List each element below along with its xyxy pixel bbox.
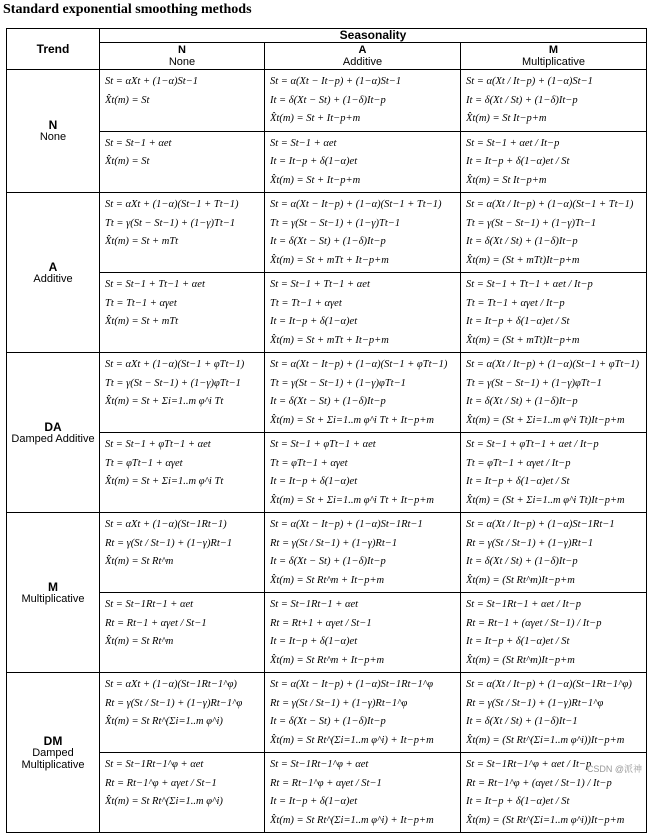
equation: It = It−p + δ(1−α)et / St xyxy=(466,636,570,647)
formula-cell xyxy=(461,513,647,593)
formula-cell xyxy=(265,593,461,673)
equation: Tt = φTt−1 + αγet xyxy=(105,457,183,469)
formula-cell xyxy=(265,273,461,353)
equation: It = δ(Xt / St) + (1−δ)It−1 xyxy=(466,716,578,727)
trend-name: Damped Multiplicative xyxy=(21,746,85,771)
equation: It = δ(Xt / St) + (1−δ)It−p xyxy=(466,236,578,247)
formula-cell xyxy=(461,70,647,132)
equation: St = St−1 + φTt−1 + αet / It−p xyxy=(466,439,599,450)
equation: Tt = γ(St − St−1) + (1−γ)Tt−1 xyxy=(466,217,597,229)
equation: St = St−1Rt−1^φ + αet xyxy=(270,759,369,770)
equation: Tt = Tt−1 + αγet xyxy=(105,297,177,309)
equation: It = δ(Xt − St) + (1−δ)It−p xyxy=(270,556,386,567)
equation: St = St−1Rt−1^φ + αet / It−p xyxy=(466,759,592,770)
equation: X̂t(m) = St It−p+m xyxy=(466,113,547,124)
equation: It = It−p + δ(1−α)et xyxy=(270,316,358,327)
equation: It = It−p + δ(1−α)et xyxy=(270,796,358,807)
equation: It = It−p + δ(1−α)et / St xyxy=(466,156,570,167)
formula-cell xyxy=(461,433,647,513)
formula-cell xyxy=(265,70,461,132)
equation: X̂t(m) = St Rt^(Σi=1..m φ^i) xyxy=(105,716,223,727)
equation: Tt = γ(St − St−1) + (1−γ)φTt−1 xyxy=(105,377,241,389)
table-row xyxy=(7,353,647,433)
formula-cell xyxy=(461,353,647,433)
trend-code: M xyxy=(48,579,58,594)
equation: St = St−1 + Tt−1 + αet xyxy=(270,279,370,290)
equation: X̂t(m) = (St + mTt)It−p+m xyxy=(466,334,580,346)
trend-name: Damped Additive xyxy=(11,432,95,445)
trend-name: Multiplicative xyxy=(21,592,85,605)
equation: X̂t(m) = (St Rt^(Σi=1..m φ^i))It−p+m xyxy=(466,814,625,826)
watermark: CSDN @派神 xyxy=(586,764,642,774)
formula-cell xyxy=(100,593,265,673)
formula-cell xyxy=(461,273,647,353)
equation: St = αXt + (1−α)St−1 xyxy=(105,76,199,87)
equation: St = α(Xt / It−p) + (1−α)(St−1 + Tt−1) xyxy=(466,199,634,210)
formula-cell xyxy=(461,673,647,753)
equation: It = δ(Xt − St) + (1−δ)It−p xyxy=(270,716,386,727)
formula-cell xyxy=(100,433,265,513)
column-header-none: N None xyxy=(100,43,265,70)
equation: St = αXt + (1−α)(St−1Rt−1^φ) xyxy=(105,679,237,690)
trend-dm xyxy=(7,673,100,833)
formula-cell xyxy=(265,753,461,833)
equation: X̂t(m) = St + Σi=1..m φ^i Tt xyxy=(105,396,224,407)
equation: Rt = γ(St / St−1) + (1−γ)Rt−1^φ xyxy=(105,697,243,709)
equation: X̂t(m) = (St + mTt)It−p+m xyxy=(466,254,580,266)
equation: It = It−p + δ(1−α)et / St xyxy=(466,796,570,807)
exponential-smoothing-table xyxy=(6,28,647,833)
equation: Rt = γ(St / St−1) + (1−γ)Rt−1^φ xyxy=(466,697,604,709)
equation: X̂t(m) = St Rt^(Σi=1..m φ^i) + It−p+m xyxy=(270,734,434,746)
equation: St = α(Xt − It−p) + (1−α)St−1Rt−1 xyxy=(270,519,423,530)
formula-cell xyxy=(461,193,647,273)
formula-cell xyxy=(461,131,647,193)
equation: X̂t(m) = (St Rt^(Σi=1..m φ^i))It−p+m xyxy=(466,734,625,746)
formula-cell xyxy=(265,193,461,273)
trend-da xyxy=(7,353,100,513)
equation: X̂t(m) = St Rt^m xyxy=(105,636,174,647)
equation: Tt = φTt−1 + αγet xyxy=(270,457,348,469)
equation: X̂t(m) = St Rt^m + It−p+m xyxy=(270,574,385,586)
equation: X̂t(m) = (St + Σi=1..m φ^i Tt)It−p+m xyxy=(466,494,625,506)
equation: St = St−1Rt−1 + αet xyxy=(105,599,194,610)
equation: X̂t(m) = (St Rt^m)It−p+m xyxy=(466,654,575,666)
equation: St = α(Xt − It−p) + (1−α)(St−1 + Tt−1) xyxy=(270,199,442,210)
equation: X̂t(m) = (St + Σi=1..m φ^i Tt)It−p+m xyxy=(466,414,625,426)
equation: Rt = γ(St / St−1) + (1−γ)Rt−1 xyxy=(105,537,233,549)
table-row xyxy=(7,753,647,833)
trend-a xyxy=(7,193,100,353)
equation: Rt = Rt−1^φ + (αγet / St−1) / It−p xyxy=(466,777,612,789)
equation: It = It−p + δ(1−α)et / St xyxy=(466,316,570,327)
formula-cell xyxy=(100,353,265,433)
equation: Rt = γ(St / St−1) + (1−γ)Rt−1 xyxy=(466,537,594,549)
page-title: Standard exponential smoothing methods xyxy=(3,2,252,17)
equation: St = α(Xt / It−p) + (1−α)St−1 xyxy=(466,76,593,87)
trend-n xyxy=(7,70,100,193)
equation: Rt = Rt−1^φ + αγet / St−1 xyxy=(270,777,382,789)
equation: Rt = γ(St / St−1) + (1−γ)Rt−1^φ xyxy=(270,697,408,709)
equation: St = St−1 + φTt−1 + αet xyxy=(105,439,211,450)
equation: Tt = φTt−1 + αγet / It−p xyxy=(466,457,571,469)
table-row xyxy=(7,433,647,513)
formula-cell xyxy=(461,593,647,673)
formula-cell xyxy=(100,273,265,353)
equation: X̂t(m) = St + It−p+m xyxy=(270,113,361,124)
equation: Tt = γ(St − St−1) + (1−γ)φTt−1 xyxy=(466,377,602,389)
equation: St = St−1 + Tt−1 + αet xyxy=(105,279,205,290)
equation: St = α(Xt − It−p) + (1−α)St−1Rt−1^φ xyxy=(270,679,434,690)
equation: St = St−1Rt−1 + αet / It−p xyxy=(466,599,582,610)
formula-cell xyxy=(100,513,265,593)
equation: X̂t(m) = (St Rt^m)It−p+m xyxy=(466,574,575,586)
equation: St = α(Xt / It−p) + (1−α)(St−1 + φTt−1) xyxy=(466,359,640,370)
equation: Tt = Tt−1 + αγet / It−p xyxy=(466,297,565,309)
equation: Rt = Rt−1^φ + αγet / St−1 xyxy=(105,777,217,789)
formula-cell xyxy=(265,433,461,513)
equation: Tt = γ(St − St−1) + (1−γ)Tt−1 xyxy=(270,217,401,229)
equation: St = α(Xt − It−p) + (1−α)St−1 xyxy=(270,76,402,87)
equation: Tt = γ(St − St−1) + (1−γ)φTt−1 xyxy=(270,377,406,389)
table-row xyxy=(7,593,647,673)
equation: St = α(Xt / It−p) + (1−α)St−1Rt−1 xyxy=(466,519,615,530)
column-header-additive: A Additive xyxy=(265,43,461,70)
equation: X̂t(m) = St It−p+m xyxy=(466,174,547,186)
equation: It = δ(Xt − St) + (1−δ)It−p xyxy=(270,94,386,106)
trend-name: Additive xyxy=(33,272,73,285)
equation: It = It−p + δ(1−α)et xyxy=(270,636,358,647)
formula-cell xyxy=(100,193,265,273)
table-row xyxy=(7,131,647,193)
equation: X̂t(m) = St + Σi=1..m φ^i Tt xyxy=(105,476,224,487)
equation: X̂t(m) = St + mTt xyxy=(105,316,179,327)
equation: Tt = γ(St − St−1) + (1−γ)Tt−1 xyxy=(105,217,236,229)
equation: St = St−1 + Tt−1 + αet / It−p xyxy=(466,279,593,290)
table-row xyxy=(7,70,647,132)
equation: It = δ(Xt − St) + (1−δ)It−p xyxy=(270,236,386,247)
formula-cell xyxy=(100,131,265,193)
equation: It = δ(Xt / St) + (1−δ)It−p xyxy=(466,94,578,106)
trend-name: None xyxy=(39,131,67,143)
formula-cell xyxy=(265,673,461,753)
equation: X̂t(m) = St + mTt xyxy=(105,236,179,247)
table-row xyxy=(7,273,647,353)
equation: X̂t(m) = St + Σi=1..m φ^i Tt + It−p+m xyxy=(270,414,434,426)
table-row xyxy=(7,513,647,593)
equation: X̂t(m) = St + mTt + It−p+m xyxy=(270,254,389,266)
equation: St = α(Xt − It−p) + (1−α)(St−1 + φTt−1) xyxy=(270,359,448,370)
trend-code: DA xyxy=(44,419,62,434)
trend-code: DM xyxy=(43,733,63,748)
formula-cell xyxy=(100,673,265,753)
equation: St = St−1 + αet xyxy=(105,137,172,149)
equation: It = It−p + δ(1−α)et xyxy=(270,476,358,487)
equation: X̂t(m) = St Rt^(Σi=1..m φ^i) xyxy=(105,796,223,807)
equation: X̂t(m) = St + It−p+m xyxy=(270,174,361,186)
equation: Rt = Rt−1 + (αγet / St−1) / It−p xyxy=(466,617,602,629)
formula-cell xyxy=(100,70,265,132)
table-row xyxy=(7,193,647,273)
equation: X̂t(m) = St + mTt + It−p+m xyxy=(270,334,389,346)
equation: It = δ(Xt / St) + (1−δ)It−p xyxy=(466,556,578,567)
equation: It = δ(Xt − St) + (1−δ)It−p xyxy=(270,396,386,407)
column-header-multiplicative: M Multiplicative xyxy=(461,43,647,70)
seasonality-header: Seasonality xyxy=(100,29,647,43)
equation: Rt = Rt+1 + αγet / St−1 xyxy=(270,617,372,629)
formula-cell xyxy=(100,753,265,833)
equation: Tt = Tt−1 + αγet xyxy=(270,297,342,309)
trend-m xyxy=(7,513,100,673)
equation: St = St−1 + φTt−1 + αet xyxy=(270,439,376,450)
trend-code: A xyxy=(48,259,58,274)
table-row xyxy=(7,673,647,753)
equation: X̂t(m) = St Rt^m + It−p+m xyxy=(270,654,385,666)
equation: It = δ(Xt / St) + (1−δ)It−p xyxy=(466,396,578,407)
equation: It = It−p + δ(1−α)et xyxy=(270,156,358,167)
formula-cell xyxy=(265,513,461,593)
equation: X̂t(m) = St Rt^(Σi=1..m φ^i) + It−p+m xyxy=(270,814,434,826)
equation: Rt = γ(St / St−1) + (1−γ)Rt−1 xyxy=(270,537,398,549)
equation: St = αXt + (1−α)(St−1 + Tt−1) xyxy=(105,199,239,210)
formula-cell xyxy=(265,131,461,193)
equation: St = α(Xt / It−p) + (1−α)(St−1Rt−1^φ) xyxy=(466,679,632,690)
equation: St = St−1Rt−1^φ + αet xyxy=(105,759,204,770)
formula-cell xyxy=(265,353,461,433)
equation: X̂t(m) = St Rt^m xyxy=(105,556,174,567)
trend-code: N xyxy=(48,118,58,132)
equation: St = St−1 + αet / It−p xyxy=(466,137,560,149)
equation: It = It−p + δ(1−α)et / St xyxy=(466,476,570,487)
equation: X̂t(m) = St xyxy=(105,94,150,106)
equation: Rt = Rt−1 + αγet / St−1 xyxy=(105,617,207,629)
equation: St = St−1Rt−1 + αet xyxy=(270,599,359,610)
equation: X̂t(m) = St xyxy=(105,156,150,167)
equation: St = αXt + (1−α)(St−1 + φTt−1) xyxy=(105,359,245,370)
trend-header: Trend xyxy=(7,29,100,70)
equation: X̂t(m) = St + Σi=1..m φ^i Tt + It−p+m xyxy=(270,494,434,506)
equation: St = St−1 + αet xyxy=(270,137,337,149)
equation: St = αXt + (1−α)(St−1Rt−1) xyxy=(105,519,227,530)
